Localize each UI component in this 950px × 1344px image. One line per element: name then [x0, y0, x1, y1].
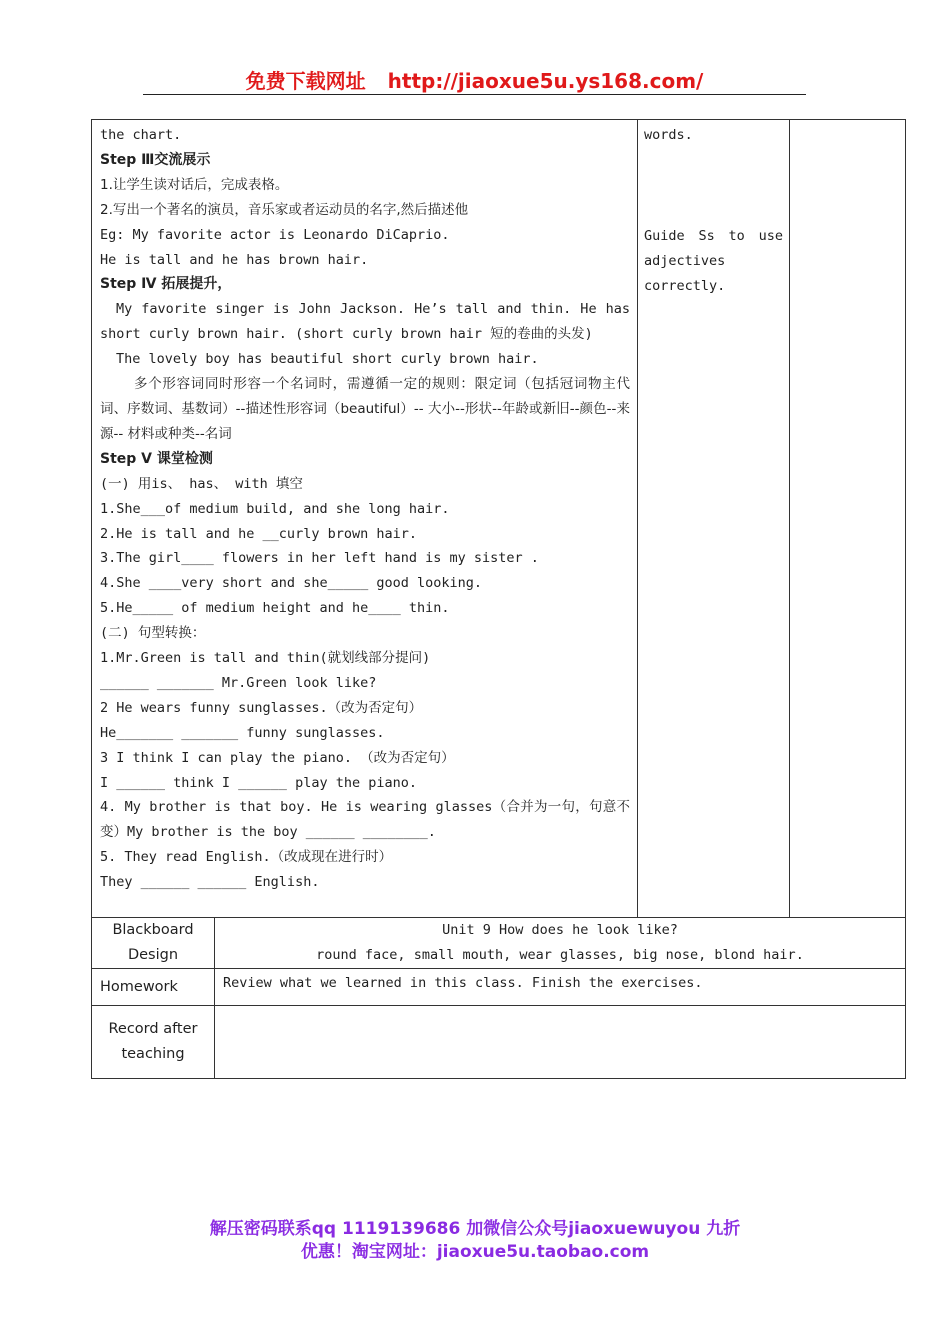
label-line: Design	[127, 947, 179, 963]
record-row	[92, 1006, 906, 1079]
paragraph: My favorite singer is John Jackson. He’s tall and thin. He has short curly brown hair. (short curly brown hair 短的卷曲的头发)	[100, 301, 630, 343]
label-line: Blackboard	[112, 922, 194, 938]
answer-line: I ______ think I ______ play the piano.	[100, 774, 417, 791]
question-line: 4. My brother is that boy. He is wearing glasses（合并为一句，句意不变）My brother is the boy ______ ________.	[100, 799, 630, 841]
record-content	[215, 1006, 906, 1079]
note-words: words.	[644, 127, 693, 143]
page-footer	[100, 1218, 850, 1264]
blackboard-keywords: round face, small mouth, wear glasses, big nose, blond hair.	[316, 947, 804, 963]
footer-line: 优惠！淘宝网址：jiaoxue5u.taobao.com	[300, 1242, 650, 1262]
text-line: the chart.	[100, 127, 182, 143]
lesson-plan-table	[91, 119, 906, 1079]
question-line: 5. They read English.（改成现在进行时）	[100, 849, 393, 866]
step-3-heading: Step Ⅲ交流展示	[100, 151, 211, 168]
question-line: 2.He is tall and he __curly brown hair.	[100, 525, 417, 542]
question-line: 5.He_____ of medium height and he____ thin.	[100, 600, 450, 617]
note-guide: Guide Ss to use adjectives correctly.	[644, 227, 783, 294]
homework-label: Homework	[92, 969, 215, 1006]
answer-line: He_______ _______ funny sunglasses.	[100, 724, 385, 741]
header-divider	[143, 94, 806, 95]
blackboard-label	[92, 918, 215, 969]
blackboard-content	[215, 918, 906, 969]
homework-content: Review what we learned in this class. Finish the exercises.	[215, 969, 906, 1006]
spacer	[644, 148, 783, 224]
question-line: 3 I think I can play the piano. （改为否定句）	[100, 749, 455, 766]
procedure-cell	[92, 120, 638, 918]
header-label: 免费下载网址	[245, 69, 366, 93]
answer-line: They ______ ______ English.	[100, 874, 320, 891]
blackboard-title: Unit 9 How does he look like?	[442, 922, 678, 938]
page-header	[143, 66, 806, 96]
text-line: Eg: My favorite actor is Leonardo DiCaprio.	[100, 226, 450, 243]
label-line: teaching	[121, 1046, 185, 1062]
question-line: 3.The girl____ flowers in her left hand is my sister .	[100, 550, 539, 567]
record-label	[92, 1006, 215, 1079]
header-url-link[interactable]: http://jiaoxue5u.ys168.com/	[387, 69, 704, 93]
step-4-heading: Step Ⅳ 拓展提升，	[100, 276, 232, 293]
text-line: He is tall and he has brown hair.	[100, 251, 369, 268]
notes-cell	[638, 120, 790, 918]
question-line: 1.Mr.Green is tall and thin(就划线部分提问)	[100, 650, 431, 667]
empty-cell	[790, 120, 906, 918]
footer-line: 解压密码联系qq 1119139686 加微信公众号jiaoxuewuyou 九折	[209, 1219, 741, 1239]
blackboard-row	[92, 918, 906, 969]
part-1-title: (一) 用is、 has、 with 填空	[100, 475, 303, 492]
question-line: 1.She___of medium build, and she long hair.	[100, 500, 450, 517]
text-line: 2.写出一个著名的演员，音乐家或者运动员的名字,然后描述他	[100, 201, 469, 218]
part-2-title: (二) 句型转换：	[100, 625, 206, 642]
homework-row	[92, 969, 906, 1006]
paragraph: 多个形容词同时形容一个名词时，需遵循一定的规则：限定词（包括冠词物主代词、序数词、基数词）--描述性形容词（beautiful）-- 大小--形状--年龄或新旧--颜色--来源-- 材料或种类--名词	[100, 376, 630, 442]
label-line: Record after	[108, 1021, 198, 1037]
question-line: 2 He wears funny sunglasses.（改为否定句）	[100, 699, 423, 716]
question-line: 4.She ____very short and she_____ good looking.	[100, 575, 483, 592]
text-line: The lovely boy has beautiful short curly brown hair.	[116, 351, 539, 368]
step-5-heading: Step Ⅴ 课堂检测	[100, 450, 213, 467]
text-line: 1.让学生读对话后，完成表格。	[100, 176, 289, 193]
answer-line: ______ _______ Mr.Green look like?	[100, 674, 377, 691]
main-row	[92, 120, 906, 918]
